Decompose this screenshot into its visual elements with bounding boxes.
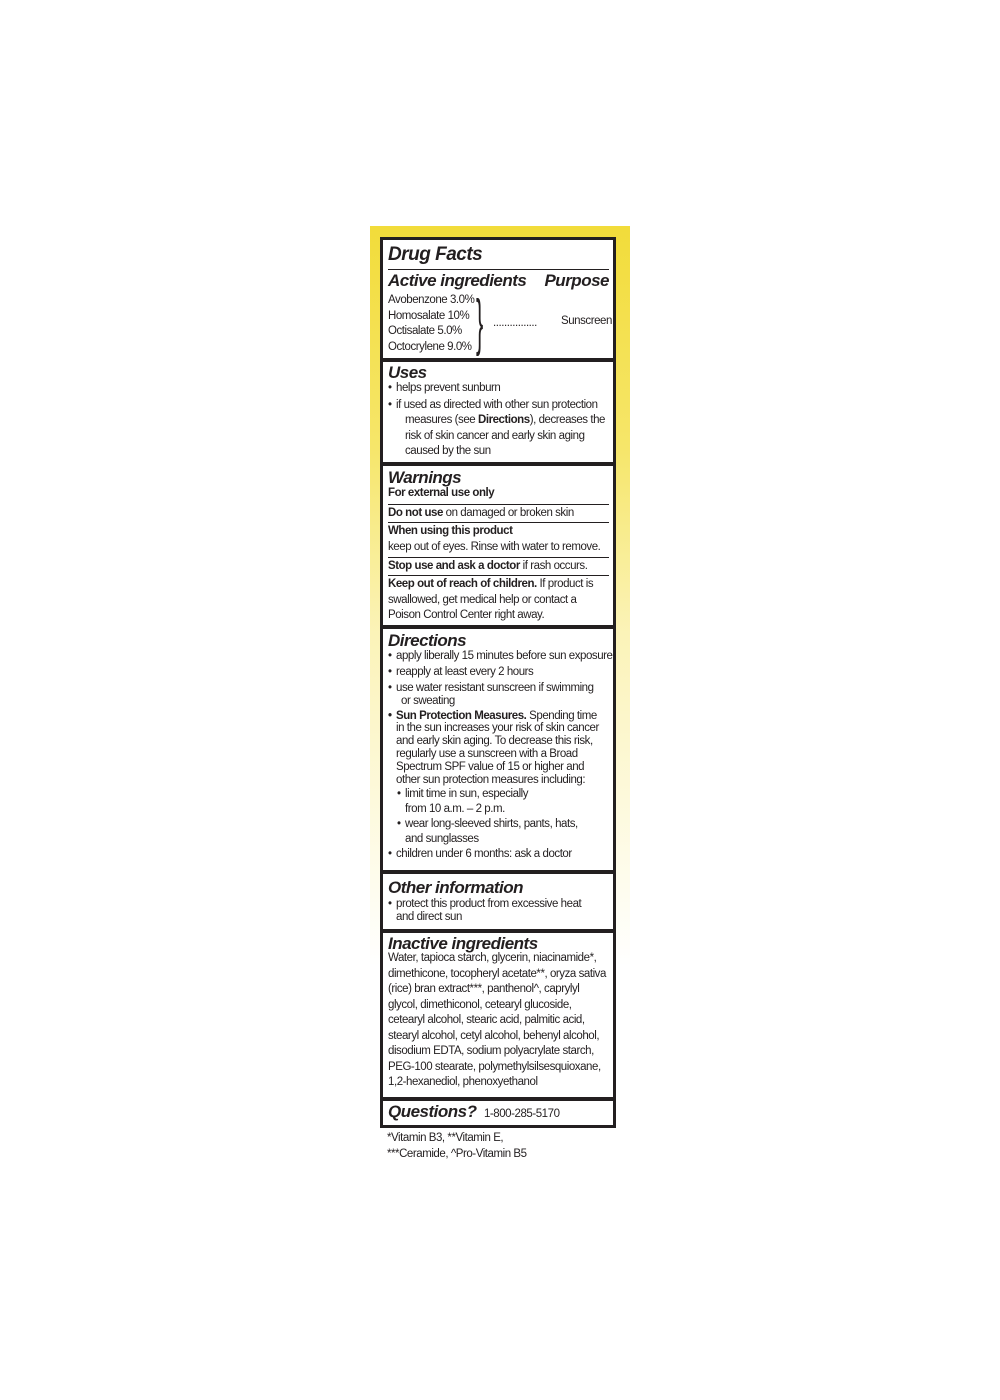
active-ingredient: Octocrylene 9.0% (388, 340, 472, 353)
purpose-text: Sunscreen (561, 315, 612, 327)
section-divider (383, 358, 613, 362)
active-ingredients-list (388, 293, 474, 355)
other-information-section: Other information • protect this product from excessive heat and direct sun (383, 878, 613, 924)
directions-heading: Directions (388, 631, 467, 650)
directions-section: Directions • apply liberally 15 minutes before sun exposure • reapply at least every 2 hours • use water resistant sunscreen if swimming or sweating • Sun Protection Measures. Spending time in the sun increases your risk of skin cancer and early skin aging. To decrease this risk, regularly use a sunscreen with a Broad Spectrum SPF value of 15 or higher and other sun protection measures including: • limit time in sun, especially from 10 a.m. – 2 p.m. • wear long-sleeved shirts, pants, hats, and sunglasses • children under 6 months: ask a doctor (388, 631, 613, 860)
directions-item: • children under 6 months: ask a doctor (388, 847, 572, 860)
footnote-line: ***Ceramide, ^Pro-Vitamin B5 (387, 1148, 527, 1160)
inactive-ingredients-list: Water, tapioca starch, glycerin, niacinamide*, dimethicone, tocopheryl acetate**, oryza sativa (rice) bran extract***, panthenol^, caprylyl glycol, dimethiconol, cetearyl glucoside, cetearyl alcohol, stearic acid, palmitic acid, stearyl alcohol, cetyl alcohol, behenyl alcohol, disodium EDTA, sodium polyacrylate starch, PEG-100 stearate, polymethylsilsesquioxane, 1,2-hexanediol, phenoxyethanol (388, 952, 606, 1088)
section-divider (383, 462, 613, 466)
brace-icon: } (476, 288, 484, 357)
directions-subitem: • wear long-sleeved shirts, pants, hats, (397, 817, 578, 830)
section-divider (383, 870, 613, 874)
directions-item: • reapply at least every 2 hours (388, 665, 608, 681)
keep-out-text: Keep out of reach of children. If product is (388, 578, 594, 590)
uses-item: • helps prevent sunburn (388, 381, 608, 397)
uses-item: • if used as directed with other sun protection (388, 398, 608, 414)
inactive-ingredients-section (383, 934, 613, 1091)
purpose-leader: ................ (493, 317, 537, 329)
bullet-icon: • (388, 382, 392, 394)
questions-phone: 1-800-285-5170 (483, 1108, 560, 1120)
section-divider (383, 929, 613, 933)
bullet-icon: • (388, 682, 392, 694)
drug-facts-title: Drug Facts (388, 244, 483, 265)
warnings-divider (388, 504, 609, 505)
uses-heading: Uses (388, 363, 427, 382)
active-ingredients-heading: Active ingredients (388, 271, 527, 290)
bullet-icon: • (397, 817, 401, 830)
active-ingredients-section (383, 271, 613, 357)
active-ingredient: Octisalate 5.0% (388, 325, 462, 337)
bullet-icon: • (388, 898, 392, 910)
warnings-divider (388, 575, 609, 576)
other-information-item: • protect this product from excessive heat (388, 898, 582, 910)
title-divider (388, 269, 609, 270)
bullet-icon: • (388, 398, 392, 411)
purpose-heading: Purpose (544, 271, 609, 290)
bullet-icon: • (397, 788, 401, 801)
bullet-icon: • (388, 709, 392, 722)
warnings-divider (388, 557, 609, 558)
directions-subitem: • limit time in sun, especially (397, 788, 529, 801)
directions-item: • Sun Protection Measures. Spending time (388, 709, 597, 722)
footnote-line: *Vitamin B3, **Vitamin E, (387, 1132, 504, 1144)
active-ingredient: Avobenzone 3.0% (388, 294, 475, 306)
when-using-text: keep out of eyes. Rinse with water to remove. (388, 540, 601, 553)
directions-item: • use water resistant sunscreen if swimming (388, 682, 594, 694)
section-divider (383, 1097, 613, 1101)
questions-section (383, 1102, 613, 1123)
section-divider (383, 625, 613, 629)
stop-use-text: Stop use and ask a doctor if rash occurs. (388, 560, 588, 572)
drug-facts-panel: Drug Facts Active ingredients Purpose Avobenzone 3.0% Homosalate 10% Octisalate 5.0% Octocrylene 9.0% } ................ Sunscreen Uses • helps prevent sunburn • if used as directed with other sun protection measures (see Directions), decreases the risk of skin cancer and early skin aging caused by the sun Warnings For external use only Do not use on damaged or broken skin When using this product keep out of eyes. Rinse with water to remove. Stop use and ask a doctor if rash occurs. Keep out of reach of children. If product is swallowed, get medical help or contact a Poison Control Center right away. Directions • apply liberally 15 minutes before sun exposure • reapply at least every 2 hours • use water resistant sunscreen if swimming or sweating • Sun Protection Measures. Spending time in the sun increases your risk of skin cancer and early skin aging. To decrease this risk, regularly use a sunscreen with a Broad Spectrum SPF value of 15 or higher and other sun protection measures including: • limit time in sun, especially from 10 a.m. – 2 p.m. • wear long-sleeved shirts, pants, hats, and sunglasses • children under 6 months: ask a doctor Other information • protect this product from excessive heat and direct sun Inactive ingredients Water, tapioca starch, glycerin, niacinamide*, dimethicone, tocopheryl acetate**, oryza sativa (rice) bran extract***, panthenol^, caprylyl glycol, dimethiconol, cetearyl glucoside, cetearyl alcohol, stearic acid, palmitic acid, stearyl alcohol, cetyl alcohol, behenyl alcohol, disodium EDTA, sodium polyacrylate starch, PEG-100 stearate, polymethylsilsesquioxane, 1,2-hexanediol, phenoxyethanol Questions? 1-800-285-5170 (380, 237, 616, 1128)
warnings-section (383, 468, 613, 502)
uses-section: Uses • helps prevent sunburn • if used as directed with other sun protection measures (see Directions), decreases the risk of skin cancer and early skin aging caused by the sun (383, 363, 613, 460)
when-using-heading: When using this product (388, 525, 513, 537)
do-not-use-text: Do not use on damaged or broken skin (388, 507, 574, 519)
bullet-icon: • (388, 847, 392, 860)
external-use-text: For external use only (388, 487, 495, 499)
active-ingredient: Homosalate 10% (388, 309, 470, 322)
bullet-icon: • (388, 650, 392, 662)
bullet-icon: • (388, 665, 392, 678)
warnings-divider (388, 522, 609, 523)
questions-heading: Questions? (388, 1102, 477, 1121)
other-information-heading: Other information (388, 878, 524, 897)
warnings-heading: Warnings (388, 468, 462, 487)
inactive-ingredients-heading: Inactive ingredients (388, 934, 538, 953)
directions-item: • apply liberally 15 minutes before sun exposure (388, 649, 608, 665)
drug-facts-header (383, 244, 613, 266)
